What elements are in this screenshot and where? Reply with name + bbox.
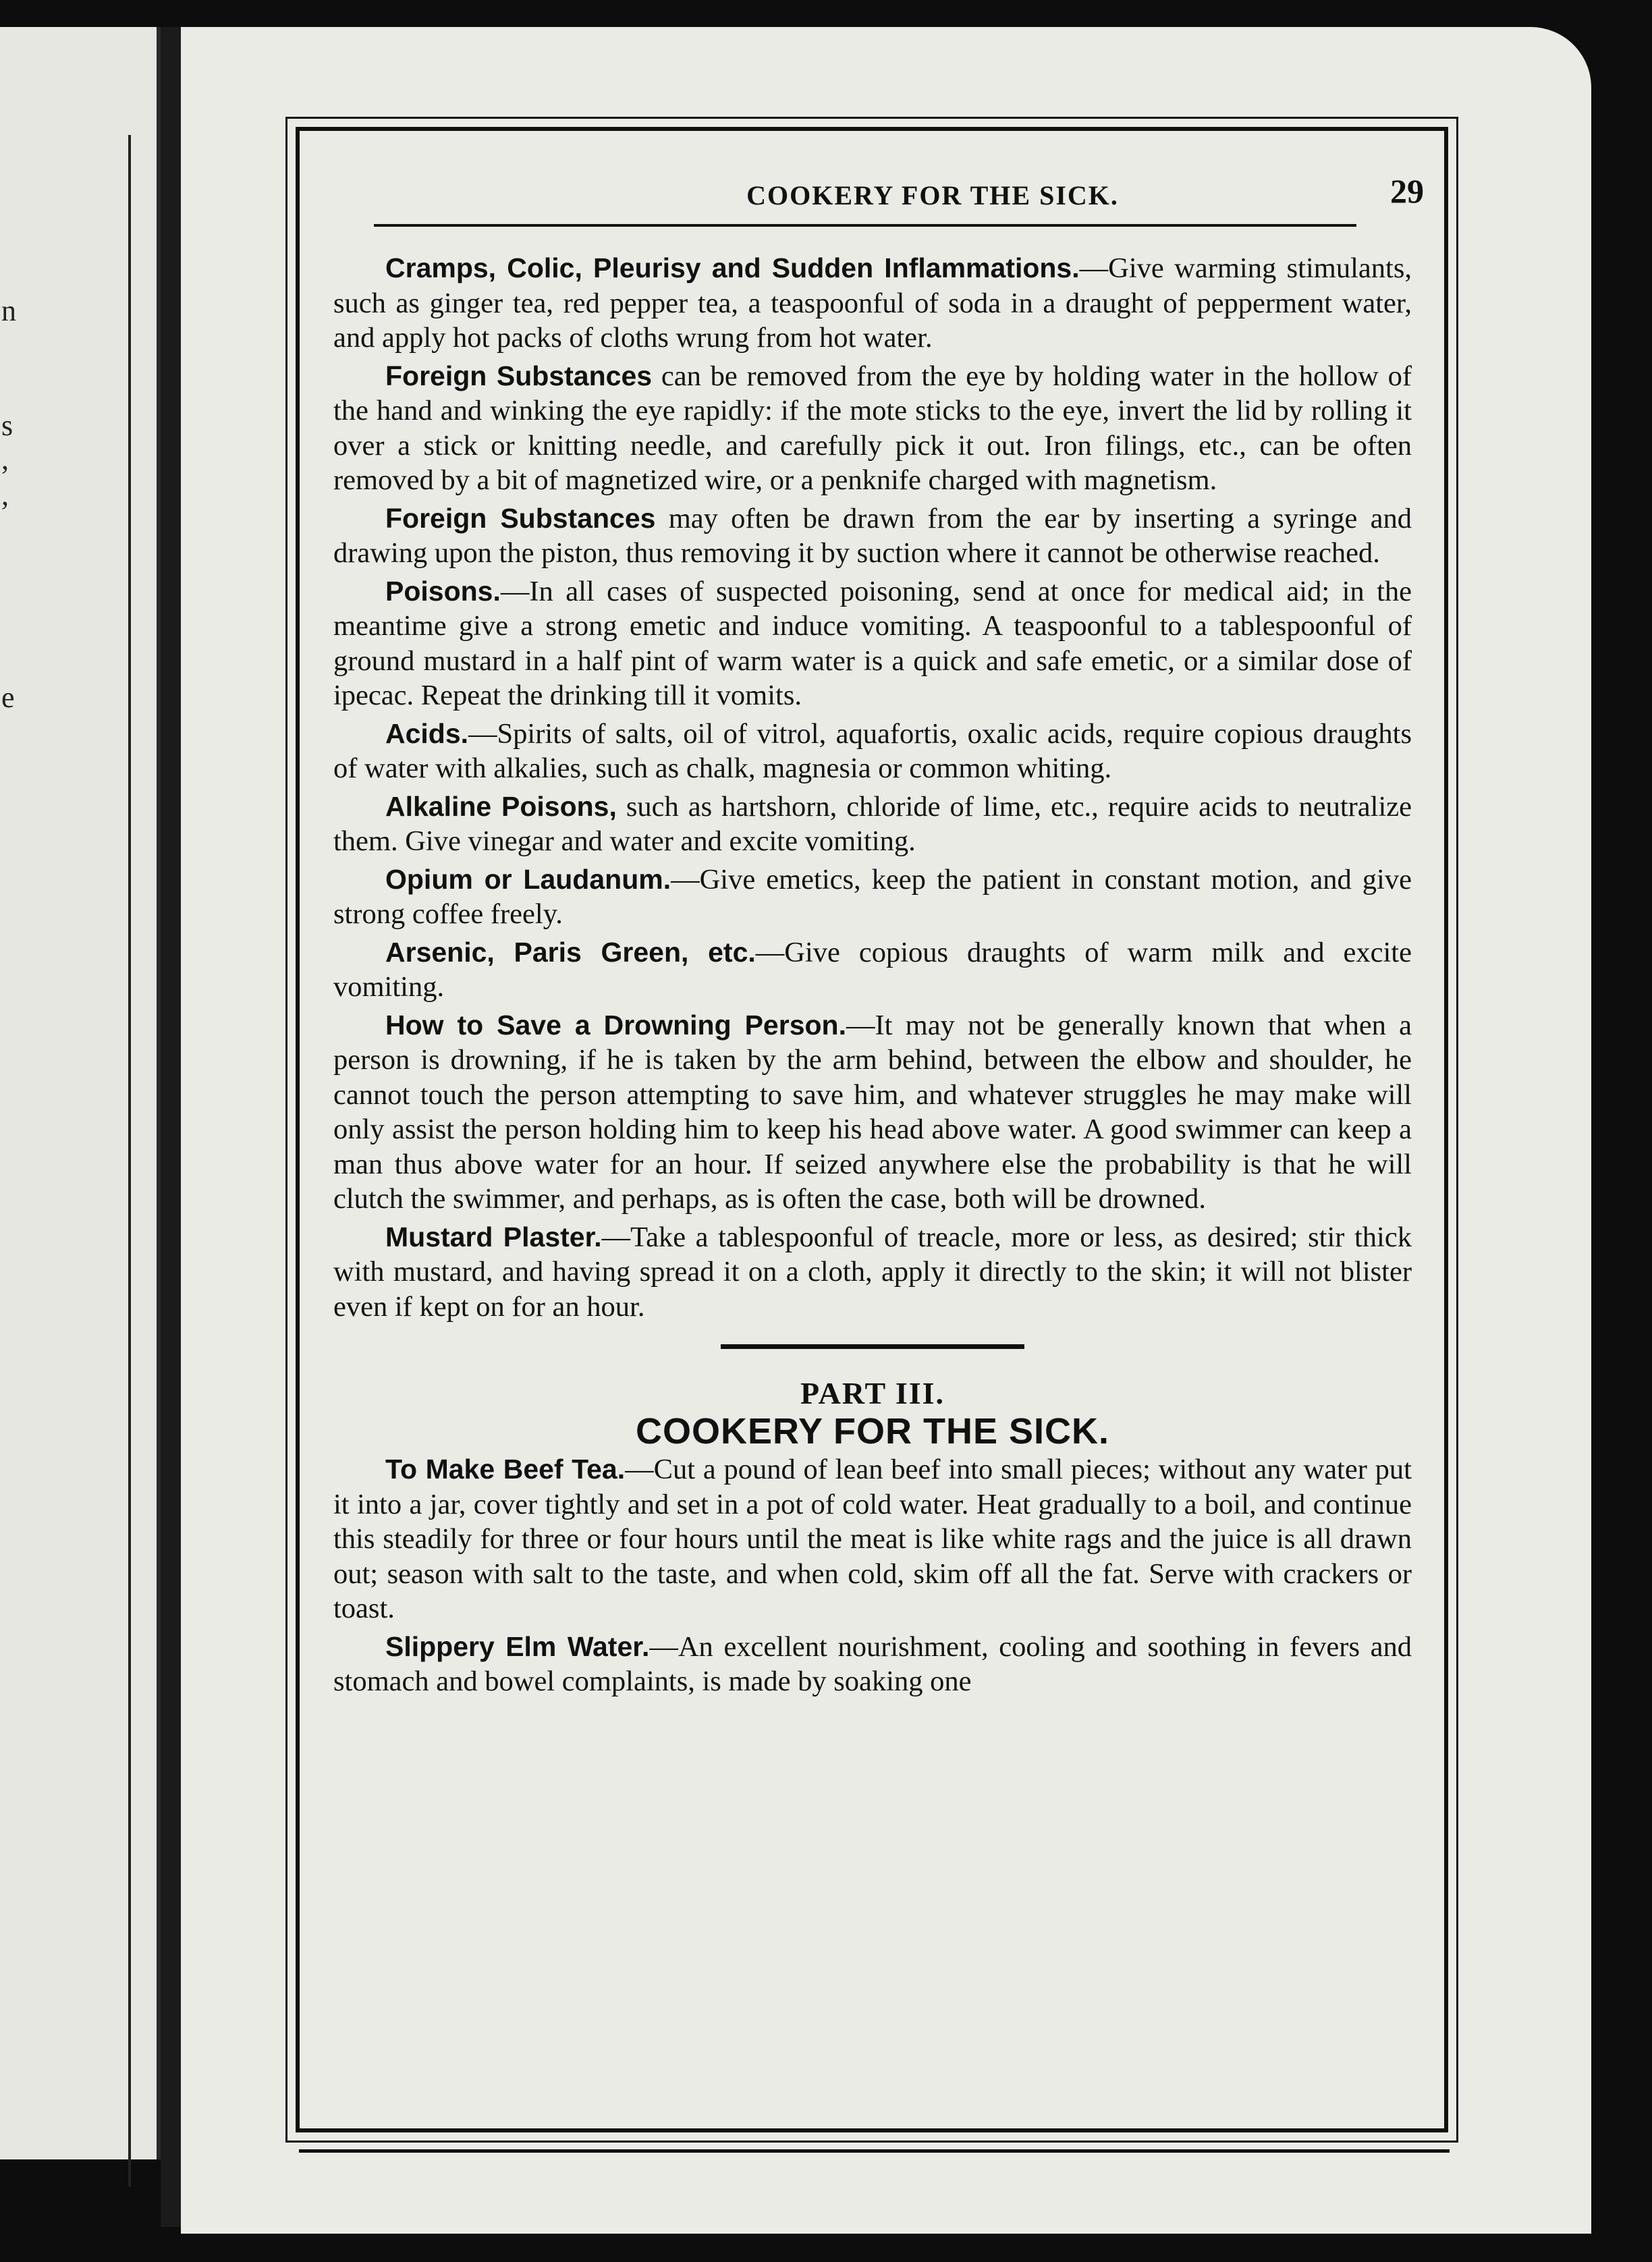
paragraph-arsenic: [333, 935, 1412, 1005]
left-page-edge: [0, 27, 161, 2159]
paragraph-heading: Opium or Laudanum.: [385, 863, 671, 895]
paragraph-mustard: [333, 1220, 1412, 1325]
running-title: COOKERY FOR THE SICK.: [746, 180, 1119, 211]
paragraph-heading: Foreign Substances: [385, 360, 653, 391]
paragraph-text: —Give warming stimulants, such as ginger tea, red pepper tea, a teaspoonful of soda in a draught of pepperment water, and apply hot packs of cloths wrung from hot water.: [333, 252, 1412, 354]
paragraph-text: —It may not be generally known that when a person is drowning, if he is taken by the arm behind, between the elbow and shoulder, he cannot touch the person attempting to save him, and whatever struggles he may make will only assist the person holding him to keep his head above water. A good swimmer can keep a man thus above water for an hour. If seized anywhere else the probability is that he will clutch the swimmer, and perhaps, as is often the case, both will be drowned.: [333, 1009, 1412, 1215]
header-rule: [374, 224, 1356, 227]
right-page-edge: [1591, 27, 1652, 2234]
paragraph-text: can be removed from the eye by holding water in the hollow of the hand and winking the eye rapidly: if the mote sticks to the eye, invert the lid by rolling it over a stick or knitting needle, and carefully pick it out. Iron filings, etc., can be often removed by a bit of magnetized wire, or a penknife charged with magnetism.: [333, 360, 1412, 496]
page-header: [441, 169, 1424, 216]
paragraph-text: —An excellent nourishment, cooling and soothing in fevers and stomach and bowel complaints, is made by soaking one: [333, 1630, 1412, 1697]
page-number: 29: [1390, 172, 1424, 210]
paragraph-heading: Alkaline Poisons,: [385, 790, 617, 822]
book-gutter: [161, 27, 181, 2227]
paragraph-alkaline: [333, 790, 1412, 859]
paragraph-heading: Mustard Plaster.: [385, 1221, 602, 1252]
paragraph-heading: Poisons.: [385, 575, 501, 607]
part-label: PART III.: [800, 1376, 945, 1410]
section-divider: [721, 1344, 1024, 1349]
paragraph-foreign-eye: [333, 359, 1412, 498]
left-page-fragment: ,: [1, 443, 9, 476]
left-page-fragment: s: [1, 409, 13, 442]
paragraph-heading: How to Save a Drowning Person.: [385, 1009, 846, 1041]
paragraph-heading: To Make Beef Tea.: [385, 1454, 626, 1485]
left-page-fragment: ,: [1, 478, 9, 512]
paragraph-text: —Give copious draughts of warm milk and excite vomiting.: [333, 936, 1412, 1003]
paragraph-heading: Arsenic, Paris Green, etc.: [385, 936, 756, 968]
paragraph-poisons: [333, 574, 1412, 713]
paragraph-text: —Give emetics, keep the patient in constant motion, and give strong coffee freely.: [333, 863, 1412, 930]
paragraph-foreign-ear: [333, 501, 1412, 571]
left-page-fragment: e: [1, 681, 15, 714]
paragraph-cramps: [333, 251, 1412, 356]
section-title: COOKERY FOR THE SICK.: [635, 1410, 1110, 1452]
paragraph-text: such as hartshorn, chloride of lime, etc., require acids to neutralize them. Give vinegar and water and excite vomiting.: [333, 790, 1412, 857]
paragraph-text: —Cut a pound of lean beef into small pieces; without any water put it into a jar, cover tightly and set in a pot of cold water. Heat gradually to a boil, and continue this steadily for three or four hours until the meat is like white rags and the juice is all drawn out; season with salt to the taste, and when cold, skim off all the fat. Serve with crackers or toast.: [333, 1454, 1412, 1624]
paragraph-heading: Foreign Substances: [385, 502, 656, 534]
paragraph-text: —Take a tablespoonful of treacle, more or less, as desired; stir thick with mustard, and having spread it on a cloth, apply it directly to the skin; it will not blister even if kept on for an hour.: [333, 1221, 1412, 1323]
page-frame: [296, 127, 1448, 2132]
left-page-fragment: n: [1, 294, 16, 327]
page-body: [333, 251, 1412, 1703]
paragraph-heading: Cramps, Colic, Pleurisy and Sudden Inflammations.: [385, 252, 1080, 283]
book-page: [181, 27, 1591, 2234]
paragraph-text: —In all cases of suspected poisoning, send at once for medical aid; in the meantime give a strong emetic and induce vomiting. A teaspoonful to a tablespoonful of ground mustard in a half pint of warm water is a quick and safe emetic, or a similar dose of ipecac. Repeat the drinking till it vomits.: [333, 575, 1412, 711]
bottom-rule: [299, 2149, 1450, 2153]
left-page-rule: [128, 135, 131, 2186]
paragraph-drowning: [333, 1008, 1412, 1217]
paragraph-heading: Acids.: [385, 717, 469, 749]
paragraph-text: —Spirits of salts, oil of vitrol, aquafortis, oxalic acids, require copious draughts of water with alkalies, such as chalk, magnesia or common whiting.: [333, 717, 1412, 784]
paragraph-heading: Slippery Elm Water.: [385, 1630, 650, 1662]
paragraph-acids: [333, 717, 1412, 786]
paragraph-slippery-elm: [333, 1630, 1412, 1699]
paragraph-beef-tea: [333, 1452, 1412, 1626]
paragraph-opium: [333, 862, 1412, 932]
paragraph-text: may often be drawn from the ear by inserting a syringe and drawing upon the piston, thus removing it by suction where it cannot be otherwise reached.: [333, 502, 1412, 569]
